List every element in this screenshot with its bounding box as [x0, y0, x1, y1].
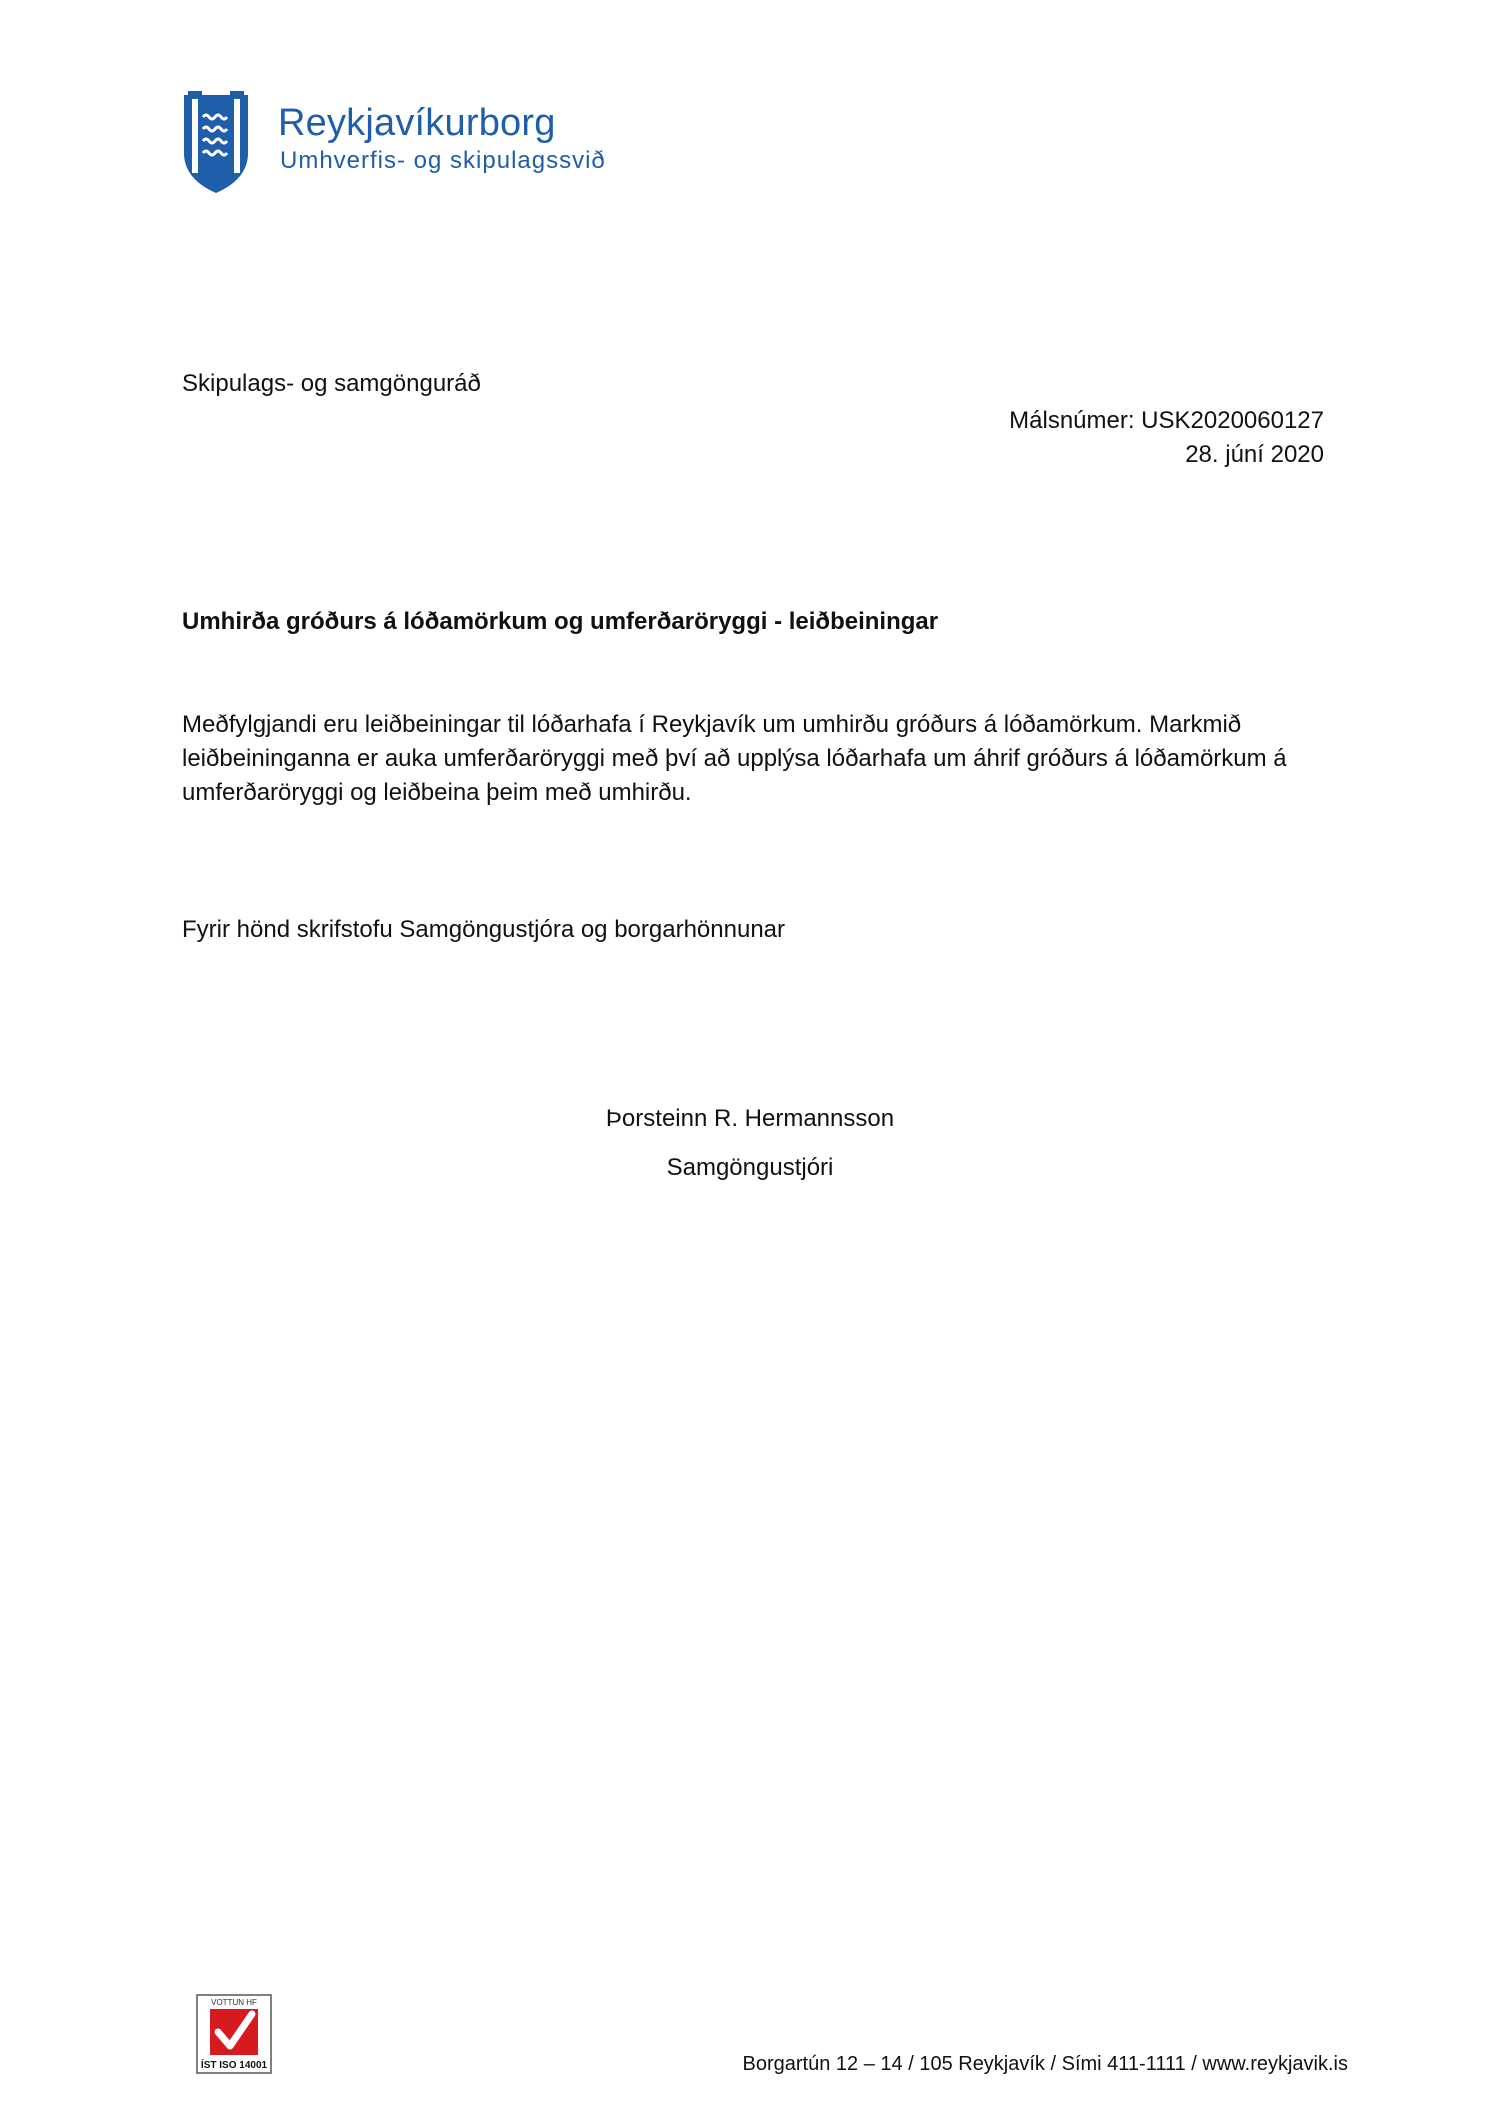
letter-body: Meðfylgjandi eru leiðbeiningar til lóðarhafa í Reykjavík um umhirðu gróðurs á lóðamörkum. Markmið leiðbeininganna er auka umferðaröryggi með því að upplýsa lóðarhafa um áhrif gróðurs á lóðamörkum á umferðaröryggi og leiðbeina þeim með umhirðu. — [182, 711, 1287, 806]
letter-subject: Umhirða gróðurs á lóðamörkum og umferðaröryggi - leiðbeiningar — [182, 608, 939, 635]
svg-text:VOTTUN HF: VOTTUN HF — [211, 1998, 257, 2007]
letter-date: 28. júní 2020 — [1185, 441, 1324, 468]
department-name: Umhverfis- og skipulagssvið — [280, 147, 606, 174]
svg-text:ÍST ISO 14001: ÍST ISO 14001 — [200, 2060, 268, 2071]
signatory-title: Samgöngustjóri — [666, 1154, 834, 1181]
signatory-name: Þorsteinn R. Hermannsson — [605, 1105, 895, 1132]
recipient: Skipulags- og samgönguráð — [182, 370, 481, 397]
case-number: Málsnúmer: USK2020060127 — [1009, 407, 1324, 434]
footer-address: Borgartún 12 – 14 / 105 Reykjavík / Sími 411-1111 / www.reykjavik.is — [742, 2053, 1348, 2075]
letter-closing: Fyrir hönd skrifstofu Samgöngustjóra og borgarhönnunar — [182, 916, 785, 943]
org-name: Reykjavíkurborg — [278, 102, 556, 144]
signature-block — [0, 1094, 1500, 1192]
iso-certification-check-icon — [196, 1994, 272, 2074]
reykjavik-coat-of-arms-icon — [182, 91, 250, 195]
reference-block — [1009, 404, 1324, 472]
